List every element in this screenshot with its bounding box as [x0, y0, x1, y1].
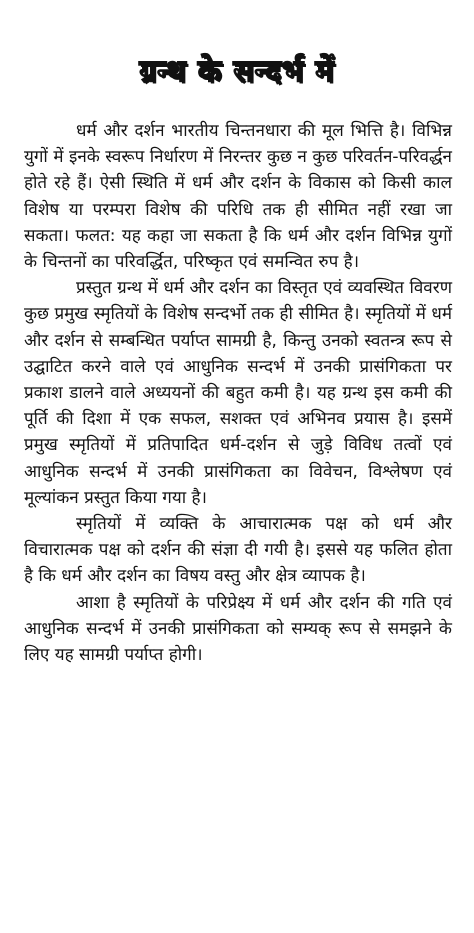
page-title: ग्रन्थ के सन्दर्भ में [139, 54, 335, 89]
paragraph-4: आशा है स्मृतियों के परिप्रेक्ष्य में धर्म और दर्शन की गति एवं आधुनिक सन्दर्भ में उनकी प्रासंगिकता को सम्यक् रूप से समझने के लिए यह सामग्री पर्याप्त होगी। [24, 592, 452, 666]
paragraph-1: धर्म और दर्शन भारतीय चिन्तनधारा की मूल भित्ति है। विभिन्न युगों में इनके स्वरूप निर्धारण में निरन्तर कुछ न कुछ परिवर्तन-परिवर्द्धन होते रहे हैं। ऐसी स्थिति में धर्म और दर्शन के विकास को किसी काल विशेष या परम्परा विशेष की परिधि तक ही सीमित नहीं रखा जा सकता। फलत: यह कहा जा सकता है कि धर्म और दर्शन विभिन्न युगों के चिन्तनों का परिवर्द्धित, परिष्कृत एवं समन्वित रुप है। [24, 121, 452, 273]
paragraph-3: स्मृतियों में व्यक्ति के आचारात्मक पक्ष को धर्म और विचारात्मक पक्ष को दर्शन की संज्ञा दी गयी है। इससे यह फलित होता है कि धर्म और दर्शन का विषय वस्तु और क्षेत्र व्यापक है। [24, 514, 452, 587]
body-text [24, 118, 452, 668]
paragraph-2: प्रस्तुत ग्रन्थ में धर्म और दर्शन का विस्तृत एवं व्यवस्थित विवरण कुछ प्रमुख स्मृतियों के विशेष सन्दर्भो तक ही सीमित है। स्मृतियों में धर्म और दर्शन से सम्बन्धित पर्याप्त सामग्री है, किन्तु उनको स्वतन्त्र रूप से उद्घाटित करने वाले एवं आधुनिक सन्दर्भ में उनकी प्रासंगिकता पर प्रकाश डालने वाले अध्ययनों की बहुत कमी है। यह ग्रन्थ इस कमी की पूर्ति की दिशा में एक सफल, सशक्त एवं अभिनव प्रयास है। इसमें प्रमुख स्मृतियों में प्रतिपादित धर्म-दर्शन से जुड़े विविध तत्वों एवं आधुनिक सन्दर्भ में उनकी प्रासंगिकता का विवेचन, विश्लेषण एवं मूल्यांकन प्रस्तुत किया गया है। [24, 278, 452, 508]
